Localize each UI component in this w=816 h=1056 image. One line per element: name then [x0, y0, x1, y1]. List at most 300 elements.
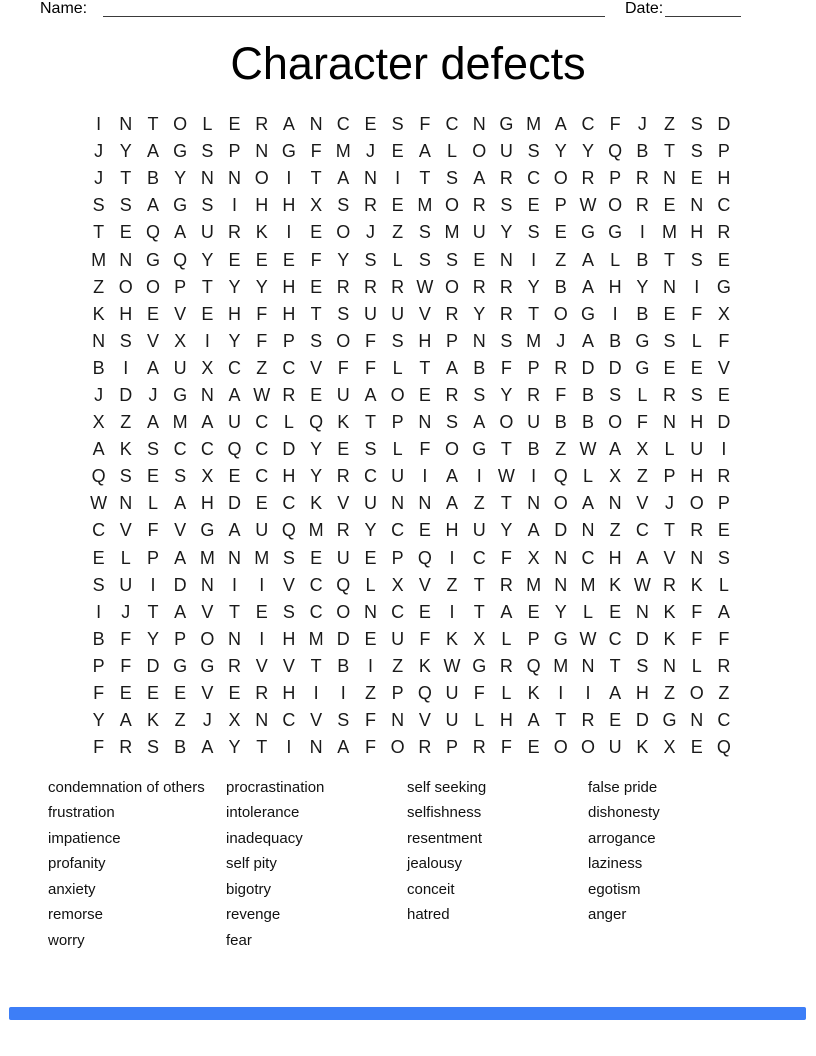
grid-cell: I [558, 683, 564, 704]
grid-cell: A [609, 683, 622, 704]
grid-cell: N [554, 547, 568, 568]
grid-cell: Y [337, 249, 350, 270]
grid-cell: E [554, 222, 567, 243]
grid-cell: S [527, 141, 540, 162]
grid-cell: N [363, 601, 377, 622]
grid-cell: R [499, 303, 513, 324]
grid-cell: E [92, 547, 105, 568]
grid-cell: J [94, 141, 104, 162]
grid-cell: G [173, 384, 188, 405]
grid-cell: A [473, 168, 486, 189]
grid-cell: E [391, 195, 404, 216]
grid-cell: M [526, 574, 542, 595]
grid-cell: O [336, 330, 351, 351]
grid-cell: G [499, 114, 514, 135]
grid-cell: A [201, 412, 214, 433]
grid-cell: J [94, 168, 104, 189]
grid-cell: W [579, 195, 597, 216]
grid-cell: D [228, 493, 242, 514]
grid-cell: V [255, 655, 268, 676]
grid-cell: I [585, 683, 591, 704]
grid-cell: L [691, 330, 702, 351]
grid-cell: F [364, 357, 376, 378]
grid-cell: P [174, 276, 187, 297]
grid-cell: U [445, 710, 459, 731]
grid-cell: A [581, 249, 594, 270]
grid-cell: Y [174, 168, 187, 189]
grid-cell: E [174, 683, 187, 704]
word-item: resentment [407, 829, 483, 847]
grid-cell: J [148, 384, 158, 405]
grid-cell: E [255, 249, 268, 270]
grid-cell: V [310, 710, 323, 731]
grid-cell: A [527, 710, 540, 731]
grid-cell: I [204, 330, 210, 351]
grid-cell: X [527, 547, 540, 568]
grid-cell: M [526, 330, 542, 351]
grid-cell: G [608, 222, 623, 243]
grid-cell: N [309, 737, 323, 758]
grid-cell: M [662, 222, 678, 243]
grid-cell: H [282, 628, 296, 649]
grid-cell: C [581, 114, 595, 135]
grid-cell: K [663, 628, 676, 649]
grid-cell: O [254, 168, 269, 189]
grid-cell: G [472, 655, 487, 676]
grid-cell: D [282, 439, 296, 460]
grid-cell: D [336, 628, 350, 649]
grid-cell: Y [310, 466, 323, 487]
grid-cell: I [286, 737, 292, 758]
grid-cell: B [174, 737, 187, 758]
grid-cell: Z [446, 574, 458, 595]
grid-cell: N [581, 655, 595, 676]
grid-cell: O [118, 276, 133, 297]
grid-cell: Q [309, 412, 324, 433]
grid-cell: S [391, 114, 404, 135]
word-list-column [48, 779, 205, 957]
word-item: dishonesty [588, 804, 660, 822]
grid-cell: S [690, 384, 703, 405]
grid-cell: S [119, 466, 132, 487]
grid-cell: E [310, 384, 323, 405]
grid-cell: M [417, 195, 433, 216]
grid-cell: A [446, 493, 459, 514]
grid-cell: R [363, 276, 377, 297]
grid-cell: O [608, 195, 623, 216]
grid-cell: A [581, 330, 594, 351]
grid-cell: A [174, 601, 187, 622]
grid-cell: U [200, 222, 214, 243]
grid-cell: G [580, 303, 595, 324]
grid-cell: S [418, 222, 431, 243]
grid-cell: K [527, 683, 540, 704]
grid-cell: R [717, 222, 731, 243]
grid-cell: I [259, 574, 265, 595]
grid-cell: I [232, 574, 238, 595]
grid-cell: M [580, 574, 596, 595]
word-item: frustration [48, 804, 115, 822]
grid-cell: T [555, 710, 567, 731]
grid-cell: H [690, 466, 704, 487]
grid-cell: A [282, 114, 295, 135]
grid-cell: F [419, 114, 431, 135]
word-item: false pride [588, 779, 658, 796]
grid-cell: C [608, 628, 622, 649]
grid-cell: L [392, 439, 403, 460]
grid-cell: G [635, 357, 650, 378]
grid-cell: C [92, 520, 106, 541]
grid-cell: H [717, 168, 731, 189]
grid-cell: O [499, 412, 514, 433]
grid-cell: T [500, 439, 512, 460]
grid-cell: L [392, 249, 403, 270]
grid-cell: H [119, 303, 133, 324]
grid-cell: E [717, 384, 730, 405]
grid-cell: C [717, 195, 731, 216]
grid-cell: F [419, 628, 431, 649]
grid-cell: B [636, 303, 649, 324]
grid-cell: A [446, 357, 459, 378]
name-label: Name: [40, 0, 88, 17]
grid-cell: K [663, 601, 676, 622]
horizontal-scrollbar-thumb[interactable] [9, 1007, 806, 1020]
grid-cell: S [174, 466, 187, 487]
grid-cell: L [202, 114, 213, 135]
grid-cell: U [255, 520, 269, 541]
grid-cell: C [472, 547, 486, 568]
grid-cell: C [445, 114, 459, 135]
grid-cell: S [92, 195, 105, 216]
grid-cell: D [717, 412, 731, 433]
grid-cell: R [336, 520, 350, 541]
grid-cell: A [717, 601, 730, 622]
grid-cell: G [200, 520, 215, 541]
grid-cell: R [255, 114, 269, 135]
grid-cell: D [635, 710, 649, 731]
grid-cell: E [146, 303, 159, 324]
grid-cell: F [555, 384, 567, 405]
grid-cell: K [119, 439, 132, 460]
grid-cell: L [501, 683, 512, 704]
grid-cell: E [255, 601, 268, 622]
grid-cell: R [635, 168, 649, 189]
grid-cell: K [418, 655, 431, 676]
grid-cell: Q [227, 439, 242, 460]
grid-cell: R [472, 737, 486, 758]
grid-cell: I [721, 439, 727, 460]
page-title: Character defects [230, 38, 586, 89]
word-item: selfishness [407, 804, 482, 822]
grid-cell: G [580, 222, 595, 243]
word-list-column [588, 779, 660, 932]
grid-cell: S [364, 439, 377, 460]
grid-cell: E [418, 601, 431, 622]
grid-cell: L [147, 493, 158, 514]
grid-cell: Z [555, 439, 567, 460]
grid-cell: V [174, 520, 187, 541]
grid-cell: S [690, 114, 703, 135]
grid-cell: E [146, 466, 159, 487]
grid-cell: T [664, 141, 676, 162]
word-item: inadequacy [226, 829, 303, 847]
grid-cell: N [200, 574, 214, 595]
grid-cell: O [553, 303, 568, 324]
grid-cell: C [282, 493, 296, 514]
grid-cell: N [554, 574, 568, 595]
grid-cell: D [173, 574, 187, 595]
grid-cell: S [364, 249, 377, 270]
grid-cell: D [608, 357, 622, 378]
grid-cell: K [446, 628, 459, 649]
grid-cell: P [609, 168, 622, 189]
grid-cell: G [200, 655, 215, 676]
word-item: worry [48, 931, 85, 949]
grid-cell: U [445, 683, 459, 704]
grid-cell: R [717, 655, 731, 676]
grid-cell: N [200, 384, 214, 405]
grid-cell: C [717, 710, 731, 731]
grid-cell: N [663, 276, 677, 297]
grid-cell: C [309, 601, 323, 622]
grid-cell: O [200, 628, 215, 649]
grid-cell: E [364, 114, 377, 135]
grid-cell: N [663, 168, 677, 189]
grid-cell: U [499, 141, 513, 162]
word-search-grid [85, 111, 738, 761]
word-item: egotism [588, 880, 641, 898]
grid-cell: E [255, 493, 268, 514]
grid-cell: T [229, 601, 241, 622]
grid-cell: H [445, 520, 459, 541]
grid-cell: W [497, 466, 515, 487]
grid-cell: N [228, 168, 242, 189]
name-blank-line [103, 16, 605, 17]
grid-cell: C [391, 520, 405, 541]
grid-cell: I [694, 276, 700, 297]
grid-cell: E [228, 114, 241, 135]
grid-cell: D [635, 628, 649, 649]
grid-cell: T [364, 412, 376, 433]
grid-cell: H [200, 493, 214, 514]
grid-cell: P [391, 683, 404, 704]
word-item: hatred [407, 906, 450, 924]
grid-cell: T [473, 574, 485, 595]
grid-cell: C [255, 439, 269, 460]
grid-cell: K [609, 574, 622, 595]
grid-cell: J [365, 222, 375, 243]
grid-cell: I [367, 655, 373, 676]
grid-cell: P [174, 628, 187, 649]
grid-cell: V [146, 330, 159, 351]
grid-cell: G [145, 249, 160, 270]
grid-cell: S [119, 330, 132, 351]
grid-cell: X [663, 737, 676, 758]
grid-cell: Q [145, 222, 160, 243]
grid-cell: U [690, 439, 704, 460]
word-item: conceit [407, 880, 455, 898]
grid-cell: V [663, 547, 676, 568]
grid-cell: G [635, 330, 650, 351]
grid-cell: C [173, 439, 187, 460]
grid-cell: H [690, 222, 704, 243]
grid-cell: A [581, 493, 594, 514]
grid-cell: C [527, 168, 541, 189]
grid-cell: F [609, 114, 621, 135]
grid-cell: A [581, 276, 594, 297]
grid-cell: N [663, 655, 677, 676]
grid-cell: S [337, 303, 350, 324]
grid-cell: S [609, 384, 622, 405]
grid-cell: B [146, 168, 159, 189]
grid-cell: G [173, 655, 188, 676]
grid-cell: R [717, 466, 731, 487]
grid-cell: A [174, 493, 187, 514]
grid-cell: I [422, 466, 428, 487]
grid-cell: N [690, 547, 704, 568]
grid-cell: V [282, 574, 295, 595]
grid-cell: C [228, 357, 242, 378]
grid-cell: R [119, 737, 133, 758]
grid-cell: N [200, 168, 214, 189]
grid-cell: Y [554, 141, 567, 162]
grid-cell: T [419, 357, 431, 378]
grid-cell: J [665, 493, 675, 514]
grid-cell: R [554, 357, 568, 378]
grid-cell: T [419, 168, 431, 189]
grid-cell: N [92, 330, 106, 351]
grid-cell: O [689, 683, 704, 704]
grid-cell: O [336, 222, 351, 243]
word-item: fear [226, 931, 252, 949]
grid-cell: D [717, 114, 731, 135]
grid-cell: T [609, 655, 621, 676]
grid-cell: S [418, 249, 431, 270]
grid-cell: P [92, 655, 105, 676]
grid-cell: H [282, 276, 296, 297]
grid-cell: T [473, 601, 485, 622]
grid-cell: E [119, 222, 132, 243]
grid-cell: E [690, 168, 703, 189]
grid-cell: J [365, 141, 375, 162]
grid-cell: M [172, 412, 188, 433]
grid-cell: A [418, 141, 431, 162]
grid-cell: Q [417, 683, 432, 704]
grid-cell: Z [555, 249, 567, 270]
grid-cell: N [472, 330, 486, 351]
grid-cell: E [310, 222, 323, 243]
grid-cell: X [310, 195, 323, 216]
grid-cell: E [418, 520, 431, 541]
grid-cell: C [635, 520, 649, 541]
grid-cell: R [445, 384, 459, 405]
grid-cell: U [228, 412, 242, 433]
grid-cell: C [363, 466, 377, 487]
grid-cell: N [363, 168, 377, 189]
grid-cell: L [582, 601, 593, 622]
grid-cell: F [718, 628, 730, 649]
grid-cell: M [526, 114, 542, 135]
grid-cell: P [717, 493, 730, 514]
grid-cell: F [364, 710, 376, 731]
grid-cell: V [337, 493, 350, 514]
grid-cell: Z [664, 683, 676, 704]
grid-cell: S [282, 547, 295, 568]
grid-cell: X [92, 412, 105, 433]
grid-cell: U [472, 520, 486, 541]
grid-cell: B [337, 655, 350, 676]
grid-cell: I [340, 683, 346, 704]
grid-cell: B [581, 412, 594, 433]
grid-cell: R [635, 195, 649, 216]
grid-cell: U [472, 222, 486, 243]
grid-cell: R [336, 276, 350, 297]
grid-cell: A [446, 466, 459, 487]
grid-cell: G [173, 195, 188, 216]
grid-cell: V [418, 574, 431, 595]
grid-cell: E [391, 141, 404, 162]
grid-cell: X [391, 574, 404, 595]
grid-cell: I [449, 547, 455, 568]
word-list-column [226, 779, 324, 957]
grid-cell: S [146, 737, 159, 758]
grid-cell: A [146, 195, 159, 216]
grid-cell: H [228, 303, 242, 324]
grid-cell: I [96, 114, 102, 135]
grid-cell: W [90, 493, 108, 514]
grid-cell: E [609, 710, 622, 731]
grid-cell: C [200, 439, 214, 460]
grid-cell: I [449, 601, 455, 622]
grid-cell: A [174, 222, 187, 243]
grid-cell: Z [664, 114, 676, 135]
grid-cell: L [365, 574, 376, 595]
grid-cell: U [391, 628, 405, 649]
grid-cell: V [282, 655, 295, 676]
grid-cell: R [391, 276, 405, 297]
grid-cell: S [500, 330, 513, 351]
grid-cell: P [554, 195, 567, 216]
grid-cell: V [201, 683, 214, 704]
grid-cell: H [255, 195, 269, 216]
grid-cell: S [663, 330, 676, 351]
word-item: anger [588, 906, 627, 924]
grid-cell: B [636, 249, 649, 270]
grid-cell: E [690, 357, 703, 378]
header [0, 0, 816, 20]
grid-cell: S [446, 168, 459, 189]
grid-cell: P [391, 547, 404, 568]
grid-cell: R [499, 574, 513, 595]
grid-cell: O [336, 601, 351, 622]
grid-cell: W [633, 574, 651, 595]
grid-cell: D [119, 384, 133, 405]
grid-cell: Z [473, 493, 485, 514]
grid-cell: S [201, 141, 214, 162]
grid-cell: A [228, 520, 241, 541]
grid-cell: P [391, 412, 404, 433]
grid-cell: L [474, 710, 485, 731]
word-item: impatience [48, 829, 121, 847]
grid-cell: C [282, 710, 296, 731]
grid-cell: E [663, 303, 676, 324]
grid-cell: F [691, 601, 703, 622]
grid-cell: F [419, 439, 431, 460]
grid-cell: A [174, 547, 187, 568]
grid-cell: N [635, 601, 649, 622]
grid-cell: X [473, 628, 486, 649]
grid-cell: T [528, 303, 540, 324]
